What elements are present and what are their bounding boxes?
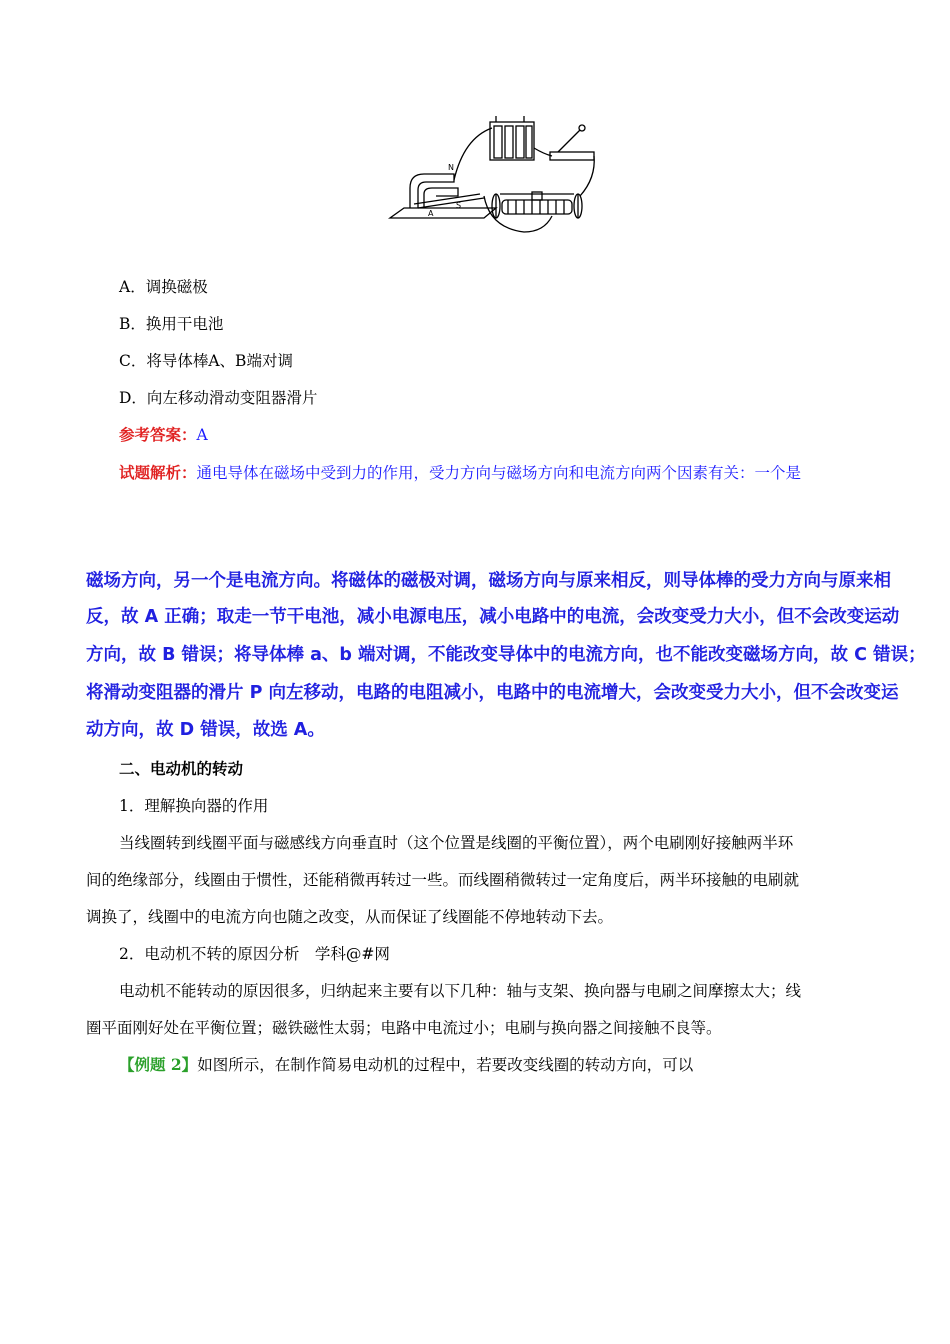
section-p2-line2: 圈平面刚好处在平衡位置；磁铁磁性太弱；电路中电流过小；电刷与换向器之间接触不良等。 — [86, 1019, 722, 1037]
option-c: C．将导体棒A、B端对调 — [119, 352, 293, 370]
section-heading: 二、电动机的转动 — [119, 759, 244, 778]
analysis-line — [119, 462, 801, 484]
section-p2-line1: 电动机不能转动的原因很多，归纳起来主要有以下几种：轴与支架、换向器与电刷之间摩擦太大；线 — [119, 982, 802, 1000]
analysis-label: 试题解析： — [119, 463, 197, 482]
option-b: B．换用干电池 — [119, 315, 224, 333]
example-label: 【例题 2】 — [119, 1055, 198, 1074]
analysis-line-3: 方向，故 B 错误；将导体棒 a、b 端对调，不能改变导体中的电流方向，也不能改变磁场方向，故 C 错误； — [86, 645, 926, 665]
option-d: D．向左移动滑动变阻器滑片 — [119, 389, 318, 407]
section-sub1: 1．理解换向器的作用 — [119, 797, 269, 815]
analysis-line-2: 反，故 A 正确；取走一节干电池，减小电源电压，减小电路中的电流，会改变受力大小，但不会改变运动 — [86, 607, 900, 627]
section-p1-line3: 调换了，线圈中的电流方向也随之改变，从而保证了线圈能不停地转动下去。 — [86, 908, 614, 926]
answer-value: A — [196, 426, 208, 444]
example-text: 如图所示，在制作简易电动机的过程中，若要改变线圈的转动方向，可以 — [197, 1056, 694, 1074]
label-s: S — [456, 201, 462, 210]
analysis-line-5: 动方向，故 D 错误，故选 A。 — [86, 720, 325, 740]
label-n: N — [448, 163, 454, 172]
answer-label: 参考答案： — [119, 425, 197, 444]
circuit-figure — [384, 108, 604, 240]
answer-line — [119, 424, 208, 446]
analysis-line-4: 将滑动变阻器的滑片 P 向左移动，电路的电阻减小，电路中的电流增大，会改变受力大小，但不会改变运 — [86, 683, 899, 703]
option-a: A．调换磁极 — [119, 278, 208, 296]
analysis-first-line: 通电导体在磁场中受到力的作用，受力方向与磁场方向和电流方向两个因素有关：一个是 — [196, 464, 802, 482]
example-line — [119, 1054, 693, 1076]
label-a: A — [428, 209, 434, 218]
section-p1-line2: 间的绝缘部分，线圈由于惯性，还能稍微再转过一些。而线圈稍微转过一定角度后，两半环接触的电刷就 — [86, 871, 800, 889]
section-sub2: 2．电动机不转的原因分析 学科@#网 — [119, 945, 390, 963]
analysis-line-1: 磁场方向，另一个是电流方向。将磁体的磁极对调，磁场方向与原来相反，则导体棒的受力方向与原来相 — [86, 571, 891, 591]
section-p1-line1: 当线圈转到线圈平面与磁感线方向垂直时（这个位置是线圈的平衡位置），两个电刷刚好接触两半环 — [119, 834, 794, 852]
